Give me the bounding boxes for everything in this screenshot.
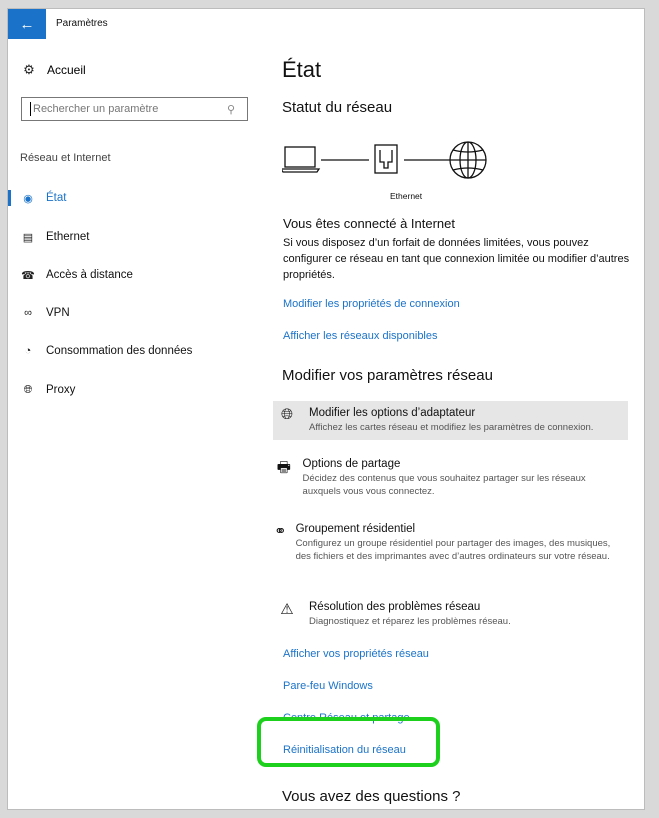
network-status-heading: Statut du réseau — [282, 99, 393, 116]
back-button[interactable] — [8, 9, 46, 39]
option-desc: Diagnostiquez et réparez les problèmes réseau. — [309, 616, 511, 627]
option-sharing[interactable] — [273, 452, 628, 504]
search-box[interactable] — [21, 97, 248, 121]
globe-status-icon: ◉ — [23, 192, 33, 205]
connected-description: Si vous disposez d’un forfait de données limitées, vous pouvez configurer ce réseau en tant que connexion limitée ou modifier d’autres propriétés. — [283, 237, 630, 281]
sidebar-item-acces-distance[interactable] — [8, 263, 258, 287]
gear-icon: ⚙ — [23, 62, 35, 77]
active-indicator — [8, 190, 11, 206]
option-title: Groupement résidentiel — [295, 523, 416, 535]
option-title: Modifier les options d’adaptateur — [309, 407, 476, 419]
option-homegroup[interactable] — [273, 517, 628, 569]
option-desc: Décidez des contenus que vous souhaitez partager sur les réseaux auxquels vous vous connectez. — [302, 473, 586, 497]
settings-window — [7, 8, 645, 810]
sidebar-item-consommation[interactable] — [8, 339, 258, 363]
option-troubleshoot[interactable] — [273, 595, 628, 634]
sidebar-item-label: VPN — [46, 307, 70, 319]
sidebar-item-label: Consommation des données — [46, 345, 193, 357]
diagram-ethernet-label: Ethernet — [390, 191, 423, 201]
link-network-center[interactable]: Centre Réseau et partage — [283, 712, 410, 724]
highlight-ring — [257, 717, 440, 767]
option-title: Résolution des problèmes réseau — [309, 601, 481, 613]
ethernet-icon: ▤ — [22, 231, 34, 244]
sidebar-item-label: Accès à distance — [46, 269, 133, 281]
link-change-properties[interactable]: Modifier les propriétés de connexion — [283, 298, 460, 310]
search-input[interactable] — [31, 103, 223, 115]
sidebar-item-ethernet[interactable] — [8, 225, 258, 249]
option-title: Options de partage — [302, 458, 401, 470]
option-adapter[interactable] — [273, 401, 628, 440]
laptop-icon — [282, 147, 319, 172]
sidebar — [8, 39, 268, 809]
sharing-icon: 🖶︎ — [276, 459, 291, 476]
questions-heading: Vous avez des questions ? — [282, 788, 461, 805]
home-button[interactable] — [20, 62, 86, 78]
sidebar-item-vpn[interactable] — [8, 301, 258, 325]
data-usage-icon: ◔ — [24, 345, 32, 357]
link-firewall[interactable]: Pare-feu Windows — [283, 680, 373, 692]
globe-icon: 🌐︎ — [23, 383, 33, 396]
page-title: État — [282, 57, 322, 82]
warning-icon: ⚠︎ — [280, 601, 294, 618]
vpn-icon: ∞ — [24, 307, 32, 319]
adapter-icon: 🌐︎ — [280, 406, 293, 423]
link-view-properties[interactable]: Afficher vos propriétés réseau — [283, 648, 429, 660]
app-title: Paramètres — [56, 18, 108, 29]
sidebar-item-label: État — [46, 192, 67, 204]
globe-internet-icon — [450, 142, 486, 178]
section-label: Réseau et Internet — [20, 152, 111, 164]
sidebar-item-proxy[interactable] — [8, 378, 258, 402]
dialup-icon: ☎ — [21, 269, 35, 282]
connected-title: Vous êtes connecté à Internet — [283, 216, 456, 231]
sidebar-item-label: Ethernet — [46, 231, 90, 243]
home-label: Accueil — [47, 63, 86, 77]
arrow-left-icon: ← — [19, 15, 35, 33]
link-show-networks[interactable]: Afficher les réseaux disponibles — [283, 330, 438, 342]
title-bar — [8, 9, 644, 39]
option-desc: Configurez un groupe résidentiel pour partager des images, des musiques, des fichiers et des imprimantes avec d’autres ordinateurs sur votre réseau. — [295, 538, 611, 562]
main-content — [270, 39, 640, 809]
sidebar-item-etat[interactable] — [8, 186, 258, 210]
link-network-reset[interactable]: Réinitialisation du réseau — [283, 744, 406, 756]
change-settings-heading: Modifier vos paramètres réseau — [282, 367, 493, 384]
search-icon: ⚲ — [227, 103, 236, 116]
homegroup-icon: ⚭ — [273, 523, 287, 540]
sidebar-item-label: Proxy — [46, 384, 76, 396]
option-desc: Affichez les cartes réseau et modifiez les paramètres de connexion. — [309, 422, 594, 433]
ethernet-port-icon — [375, 145, 397, 173]
